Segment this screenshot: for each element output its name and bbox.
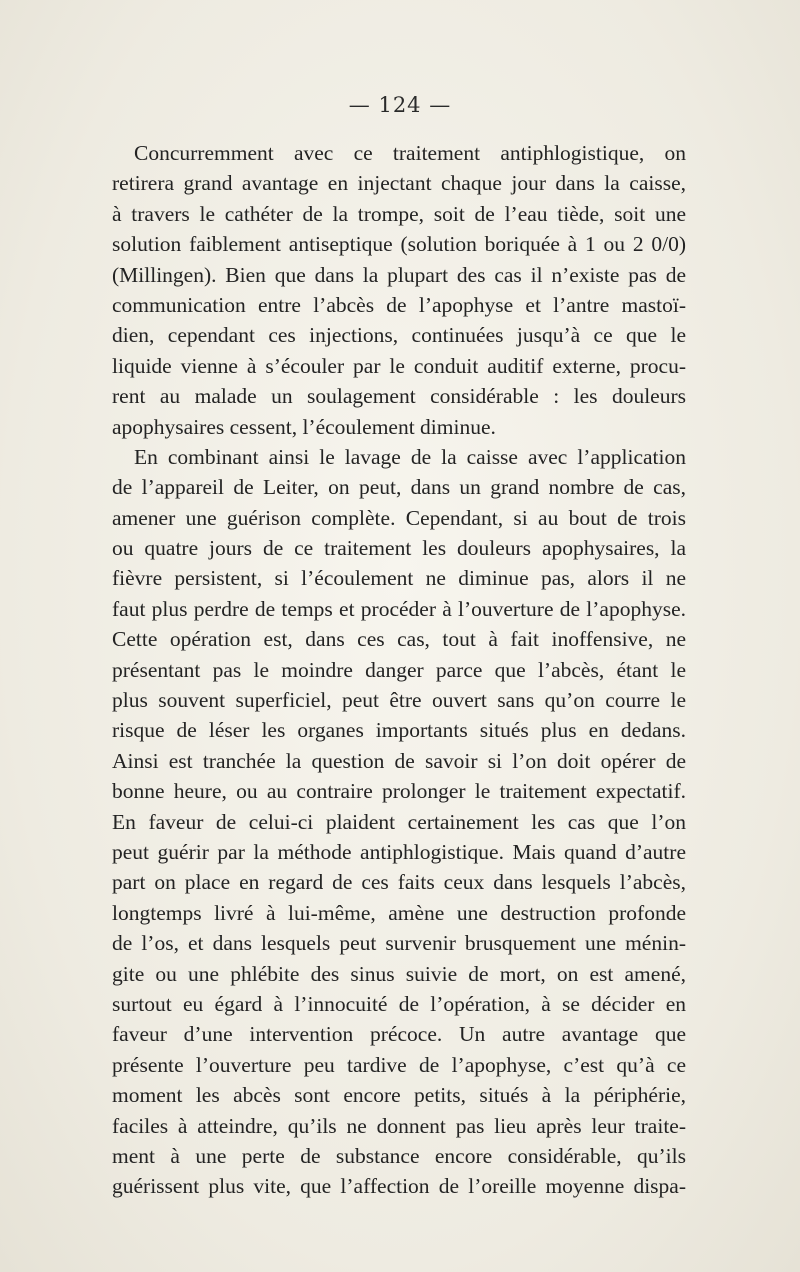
text-line: de l’appareil de Leiter, on peut, dans un grand nombre de cas,: [112, 475, 686, 500]
text-line: apophysaires cessent, l’écoulement diminue.: [112, 414, 496, 439]
text-line: (Millingen). Bien que dans la plupart des cas il n’existe pas de: [112, 262, 686, 287]
text-line: surtout eu égard à l’innocuité de l’opération, à se décider en: [112, 991, 686, 1016]
text-line: En faveur de celui-ci plaident certainement les cas que l’on: [112, 809, 686, 834]
text-line: présentant pas le moindre danger parce que l’abcès, étant le: [112, 657, 686, 682]
text-line: Cette opération est, dans ces cas, tout à fait inoffensive, ne: [112, 627, 686, 652]
text-line: Ainsi est tranchée la question de savoir si l’on doit opérer de: [112, 748, 686, 773]
body-text: [112, 138, 686, 1202]
text-line: faciles à atteindre, qu’ils ne donnent pas lieu après leur traite-: [112, 1113, 686, 1138]
text-line: solution faiblement antiseptique (solution boriquée à 1 ou 2 0/0): [112, 232, 686, 257]
text-line: présente l’ouverture peu tardive de l’apophyse, c’est qu’à ce: [112, 1052, 686, 1077]
page-number: — 124 —: [348, 93, 452, 117]
text-line: En combinant ainsi le lavage de la caisse avec l’application: [134, 444, 686, 469]
text-line: fièvre persistent, si l’écoulement ne diminue pas, alors il ne: [112, 566, 686, 591]
text-line: part on place en regard de ces faits ceux dans lesquels l’abcès,: [112, 870, 686, 895]
text-line: de l’os, et dans lesquels peut survenir brusquement une ménin-: [112, 931, 686, 956]
text-line: faut plus perdre de temps et procéder à l’ouverture de l’apophyse.: [112, 596, 686, 621]
text-line: faveur d’une intervention précoce. Un autre avantage que: [112, 1022, 686, 1047]
text-line: gite ou une phlébite des sinus suivie de mort, on est amené,: [112, 961, 686, 986]
text-line: Concurremment avec ce traitement antiphlogistique, on: [134, 141, 686, 165]
text-line: ou quatre jours de ce traitement les douleurs apophysaires, la: [112, 536, 686, 561]
text-line: communication entre l’abcès de l’apophyse et l’antre mastoï-: [112, 292, 686, 317]
text-line: ment à une perte de substance encore considérable, qu’ils: [112, 1143, 686, 1168]
text-line: longtemps livré à lui-même, amène une destruction profonde: [112, 900, 686, 925]
text-line: retirera grand avantage en injectant chaque jour dans la caisse,: [112, 171, 686, 196]
text-line: rent au malade un soulagement considérable : les douleurs: [112, 384, 686, 409]
text-line: amener une guérison complète. Cependant, si au bout de trois: [112, 505, 686, 530]
text-line: risque de léser les organes importants situés plus en dedans.: [112, 718, 686, 743]
text-line: dien, cependant ces injections, continuées jusqu’à ce que le: [112, 323, 686, 348]
text-line: moment les abcès sont encore petits, situés à la périphérie,: [112, 1083, 686, 1108]
text-line: peut guérir par la méthode antiphlogistique. Mais quand d’autre: [112, 839, 686, 864]
text-line: guérissent plus vite, que l’affection de l’oreille moyenne dispa-: [112, 1174, 686, 1199]
text-line: plus souvent superficiel, peut être ouvert sans qu’on courre le: [112, 688, 686, 713]
text-line: bonne heure, ou au contraire prolonger le traitement expectatif.: [112, 779, 686, 804]
text-line: à travers le cathéter de la trompe, soit de l’eau tiède, soit une: [112, 201, 686, 226]
text-line: liquide vienne à s’écouler par le conduit auditif externe, procu-: [112, 353, 686, 378]
